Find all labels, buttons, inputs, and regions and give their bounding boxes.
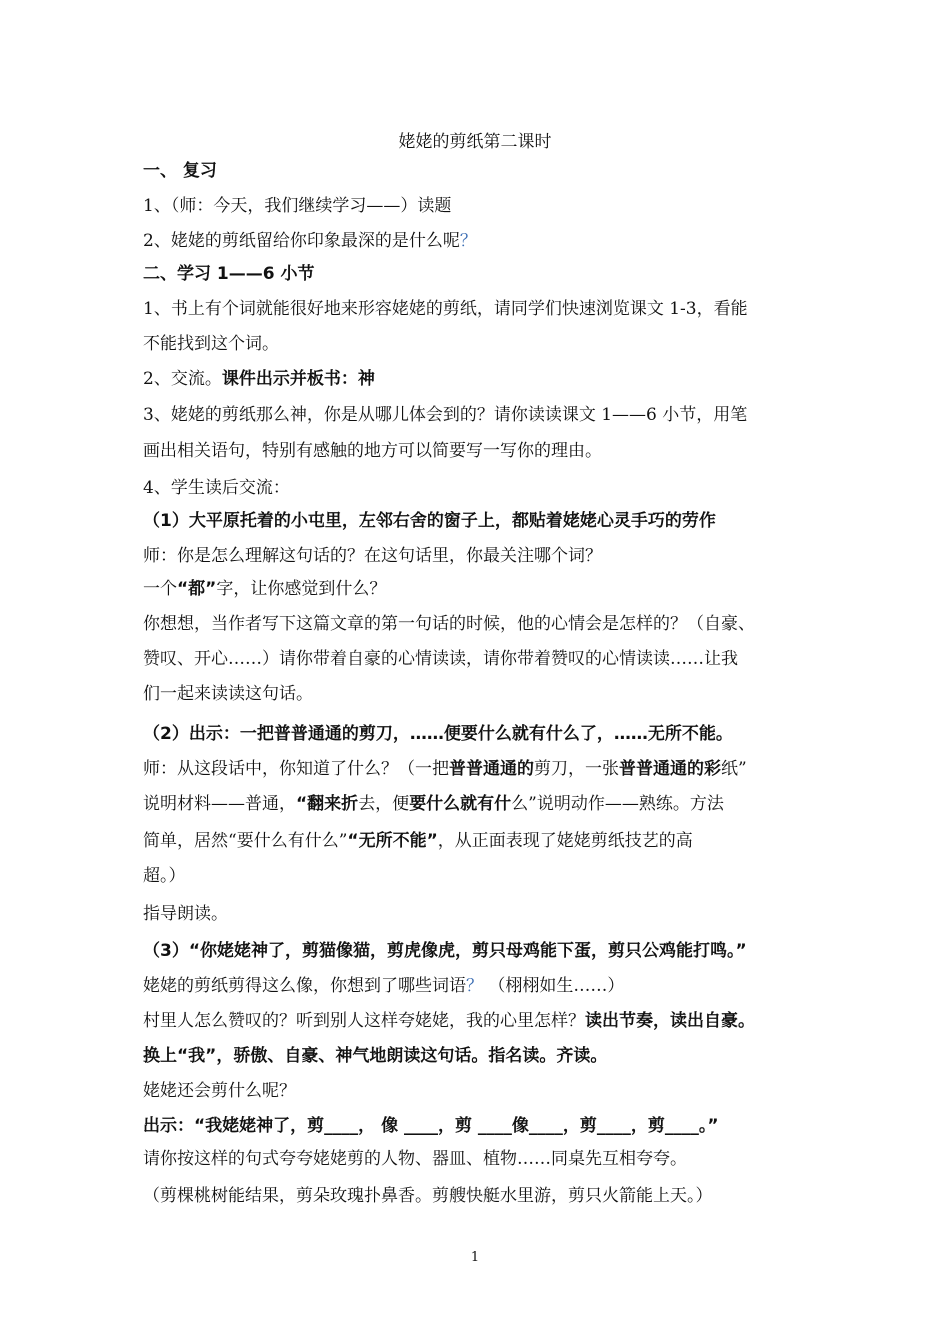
text-run: ？ [466, 976, 483, 996]
text-line-p3b [143, 333, 279, 355]
text-run: 2、姥姥的剪纸留给你印象最深的是什么呢 [143, 231, 460, 251]
text-run: 指导朗读。 [143, 904, 228, 924]
text-run: 字，让你感觉到什么？ [216, 579, 387, 599]
text-line-q3a [143, 975, 624, 997]
text-line-q3d [143, 1080, 296, 1102]
text-run: 普普通通的彩 [619, 759, 721, 779]
text-run: 3、姥姥的剪纸那么神，你是从哪儿体会到的？请你读读课文 1——6 小节，用笔 [143, 405, 748, 425]
text-run: “无所不能” [347, 831, 438, 851]
text-run: “翻来折 [296, 794, 359, 814]
text-line-q2c [143, 830, 693, 852]
text-line-q1e [143, 683, 313, 705]
text-run: 说明材料——普通， [143, 794, 296, 814]
text-run: 要什么就有什 [409, 794, 512, 814]
text-run: （栩栩如生……） [483, 976, 625, 996]
text-run: 剪刀，一张 [534, 759, 619, 779]
text-run: （2）出示：一把普普通通的剪刀，……便要什么就有什么了，……无所不能。 [143, 724, 733, 744]
text-line-q1a [143, 545, 602, 567]
text-line-q1d [143, 648, 738, 670]
text-run: （1）大平原托着的小屯里，左邻右舍的窗子上，都贴着姥姥心灵手巧的劳作 [143, 511, 716, 531]
text-run: 普普通通的 [449, 759, 534, 779]
page-number: 1 [470, 1250, 480, 1265]
text-line-q1c [143, 613, 755, 635]
text-run: 们一起来读读这句话。 [143, 684, 313, 704]
text-line-q3f [143, 1148, 687, 1170]
text-line-q3g [143, 1185, 713, 1207]
text-run: 二、学习 1——6 小节 [143, 264, 315, 284]
text-line-q2e [143, 903, 228, 925]
text-line-q3b [143, 1010, 755, 1032]
text-run: 村里人怎么赞叹的？听到别人这样夸姥姥，我的心里怎样？ [143, 1011, 585, 1031]
text-line-q2 [143, 723, 733, 745]
text-run: “都” [177, 579, 217, 599]
document-title: 姥姥的剪纸第二课时 [398, 132, 552, 152]
text-line-p5b [143, 440, 602, 462]
text-run: 师：从这段话中，你知道了什么？（一把 [143, 759, 449, 779]
text-line-p5 [143, 404, 747, 426]
text-line-h2 [143, 263, 315, 285]
text-line-q2b [143, 793, 724, 815]
text-line-p3 [143, 298, 748, 320]
text-line-p1 [143, 195, 451, 217]
text-run: 师：你是怎么理解这句话的？在这句话里，你最关注哪个词？ [143, 546, 602, 566]
text-run: ，从正面表现了姥姥剪纸技艺的高 [437, 831, 693, 851]
text-run: 一个 [143, 579, 177, 599]
text-run: 纸” [721, 759, 747, 779]
text-run: 请你按这样的句式夸夸姥姥剪的人物、器皿、植物……同桌先互相夸夸。 [143, 1149, 687, 1169]
text-run: 不能找到这个词。 [143, 334, 279, 354]
text-line-q3 [143, 940, 747, 962]
text-run: （3）“你姥姥神了，剪猫像猫，剪虎像虎，剪只母鸡能下蛋，剪只公鸡能打鸣。” [143, 941, 747, 961]
text-run: 1、（师：今天，我们继续学习——）读题 [143, 196, 452, 216]
text-run: 读出节奏，读出自豪。 [585, 1011, 755, 1031]
text-line-q2d [143, 865, 186, 887]
text-line-q2a [143, 758, 747, 780]
text-line-p6 [143, 477, 290, 499]
text-run: 画出相关语句，特别有感触的地方可以简要写一写你的理由。 [143, 441, 602, 461]
text-line-p2 [143, 230, 477, 252]
text-run: 简单，居然“要什么有什么” [143, 831, 348, 851]
text-run: 4、学生读后交流： [143, 478, 290, 498]
text-run: 去，便 [358, 794, 410, 814]
text-run: 姥姥还会剪什么呢？ [143, 1081, 296, 1101]
text-run: 出示：“我姥姥神了，剪____， 像 ____，剪 ____像____，剪____，剪____。” [143, 1116, 719, 1136]
text-run: 1、书上有个词就能很好地来形容姥姥的剪纸，请同学们快速浏览课文 1-3，看能 [143, 299, 748, 319]
text-run: 换上“我”，骄傲、自豪、神气地朗读这句话。指名读。齐读。 [143, 1046, 608, 1066]
text-run: 么”说明动作——熟练。方法 [511, 794, 724, 814]
text-run: 超。） [143, 866, 186, 886]
text-run: （剪棵桃树能结果，剪朵玫瑰扑鼻香。剪艘快艇水里游，剪只火箭能上天。） [143, 1186, 713, 1206]
text-run: 姥姥的剪纸剪得这么像，你想到了哪些词语 [143, 976, 466, 996]
text-run: 一、 复习 [143, 161, 217, 181]
text-run: ？ [459, 231, 477, 251]
text-run: 课件出示并板书：神 [221, 369, 375, 389]
text-line-h1 [143, 160, 217, 182]
text-line-q3c [143, 1045, 607, 1067]
text-run: 2、交流。 [143, 369, 222, 389]
text-run: 赞叹、开心……）请你带着自豪的心情读读，请你带着赞叹的心情读读……让我 [143, 649, 738, 669]
text-run: 你想想，当作者写下这篇文章的第一句话的时候，他的心情会是怎样的？（自豪、 [143, 614, 755, 634]
text-line-p4 [143, 368, 375, 390]
text-line-q3e [143, 1115, 719, 1137]
text-line-q1b [143, 578, 386, 600]
text-line-q1 [143, 510, 716, 532]
